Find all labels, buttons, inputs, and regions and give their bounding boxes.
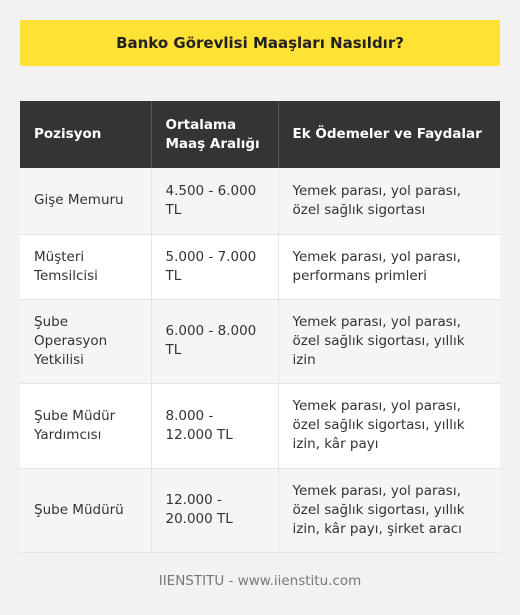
header-salary-range: Ortalama Maaş Aralığı bbox=[151, 101, 278, 168]
page-title: Banko Görevlisi Maaşları Nasıldır? bbox=[20, 20, 500, 66]
cell-position: Gişe Memuru bbox=[20, 168, 151, 234]
cell-position: Şube Müdür Yardımcısı bbox=[20, 383, 151, 468]
cell-benefits: Yemek parası, yol parası, özel sağlık sigortası, yıllık izin, kâr payı bbox=[278, 383, 500, 468]
cell-position: Şube Müdürü bbox=[20, 468, 151, 552]
cell-position: Müşteri Temsilcisi bbox=[20, 234, 151, 299]
cell-salary-range: 6.000 - 8.000 TL bbox=[151, 299, 278, 383]
cell-benefits: Yemek parası, yol parası, özel sağlık sigortası, yıllık izin bbox=[278, 299, 500, 383]
cell-benefits: Yemek parası, yol parası, özel sağlık sigortası bbox=[278, 168, 500, 234]
cell-position: Şube Operasyon Yetkilisi bbox=[20, 299, 151, 383]
cell-salary-range: 4.500 - 6.000 TL bbox=[151, 168, 278, 234]
table-row bbox=[20, 383, 500, 468]
table-row bbox=[20, 299, 500, 383]
header-position: Pozisyon bbox=[20, 101, 151, 168]
table-header-row bbox=[20, 101, 500, 168]
cell-benefits: Yemek parası, yol parası, özel sağlık sigortası, yıllık izin, kâr payı, şirket aracı bbox=[278, 468, 500, 552]
table-row bbox=[20, 234, 500, 299]
cell-salary-range: 8.000 - 12.000 TL bbox=[151, 383, 278, 468]
cell-salary-range: 12.000 - 20.000 TL bbox=[151, 468, 278, 552]
footer-credit: IIENSTITU - www.iienstitu.com bbox=[158, 573, 362, 589]
header-benefits: Ek Ödemeler ve Faydalar bbox=[278, 101, 500, 168]
cell-salary-range: 5.000 - 7.000 TL bbox=[151, 234, 278, 299]
cell-benefits: Yemek parası, yol parası, performans primleri bbox=[278, 234, 500, 299]
table-row bbox=[20, 468, 500, 552]
salary-table bbox=[20, 101, 500, 553]
table-row bbox=[20, 168, 500, 234]
